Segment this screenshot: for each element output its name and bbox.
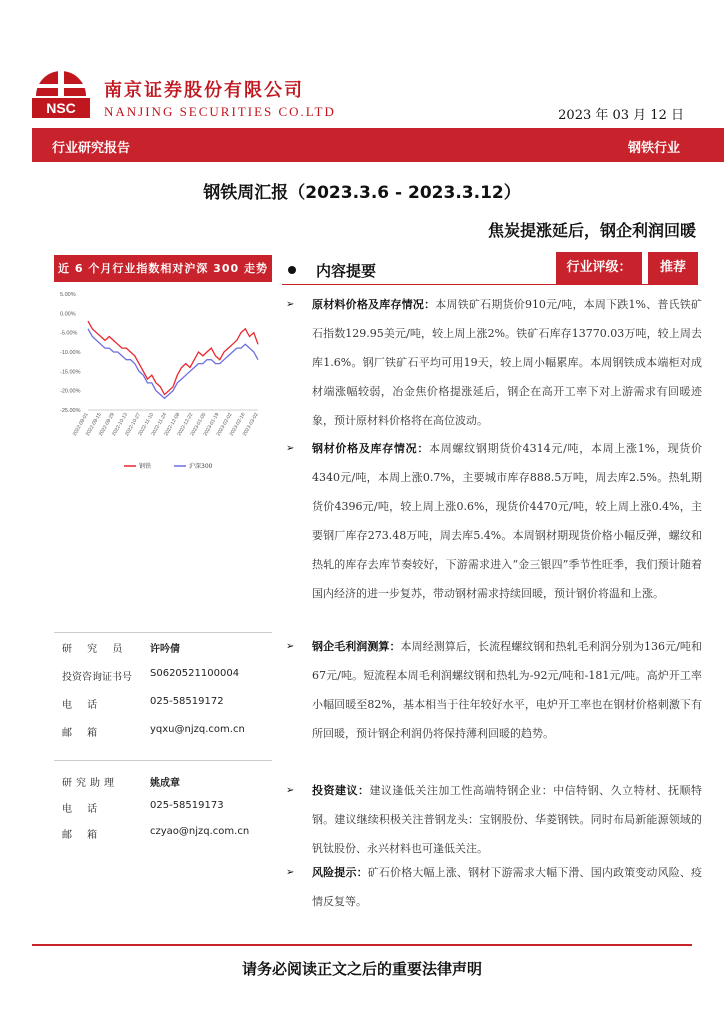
report-type: 行业研究报告: [52, 141, 131, 156]
divider: [54, 632, 272, 633]
summary-item-risk: [286, 858, 702, 916]
x-tick-label: 2023-01-19: [202, 412, 221, 438]
item-label: 钢企毛利润测算：: [312, 640, 401, 653]
divider: [282, 284, 698, 285]
x-tick-label: 2022-12-22: [176, 412, 195, 438]
phone-key: 电 话: [62, 700, 104, 711]
x-tick-label: 2022-11-10: [137, 412, 156, 437]
header-bar: [32, 128, 724, 162]
phone-key: 电 话: [62, 804, 104, 815]
x-tick-label: 2022-09-01: [71, 412, 90, 438]
assistant-key: 研究助理: [62, 778, 118, 789]
series-line-hs300: [88, 329, 258, 399]
report-date: 2023 年 03 月 12 日: [558, 108, 684, 123]
x-tick-label: 2022-12-08: [163, 412, 182, 438]
rating-value: 推荐: [648, 252, 698, 284]
assistant-name: 姚成章: [150, 778, 180, 789]
email-key: 邮 箱: [62, 830, 104, 841]
x-tick-label: 2023-01-05: [189, 412, 208, 438]
series-line-steel: [88, 321, 258, 394]
phone-value: 025-58519173: [150, 800, 224, 811]
x-tick-label: 2023-03-02: [241, 412, 260, 438]
summary-item-steel-price: [286, 434, 702, 608]
item-label: 投资建议：: [312, 784, 370, 797]
legend-label: 钢铁: [139, 463, 152, 470]
nsc-logo: [30, 62, 92, 122]
y-tick-label: 5.00%: [60, 292, 76, 298]
x-tick-label: 2022-10-27: [124, 412, 143, 438]
y-tick-label: -5.00%: [60, 330, 78, 337]
email-link[interactable]: czyao@njzq.com.cn: [150, 826, 250, 837]
item-text: 本周铁矿石期货价910元/吨，本周下跌1%、普氏铁矿石指数129.95美元/吨，较上周上涨2%。铁矿石库存13770.03万吨，较上周去库1.6%。钢厂铁矿石平均可用19天，较上周小幅累库。本周钢铁成本端柜对成材端涨幅较弱，冶金焦价格提涨延后，钢企在高开工率下对上游需求有回暖迹象，预计原材料价格将在高位波动。: [312, 298, 702, 427]
summary-item-profit: [286, 632, 702, 748]
industry-rating: [556, 252, 698, 284]
y-tick-label: -15.00%: [60, 369, 81, 376]
report-title: 钢铁周汇报（2023.3.6 - 2023.3.12）: [203, 183, 521, 203]
email-key: 邮 箱: [62, 728, 104, 739]
index-trend-chart: [54, 282, 272, 480]
logo-text: NSC: [46, 100, 76, 116]
legend-label: 沪深300: [189, 463, 213, 470]
y-tick-label: -20.00%: [60, 388, 81, 395]
y-tick-label: -10.00%: [60, 350, 81, 356]
analyst-name: 许吟倩: [150, 644, 180, 655]
footer-divider: [32, 944, 692, 946]
item-text: 本周螺纹钢期货价4314元/吨，本周上涨1%，现货价4340元/吨，本周上涨0.7%，主要城市库存888.5万吨，周去库2.5%。热轧期货价4396元/吨，较上周上涨0.6%，现货价4470元/吨，较上周上涨0.4%，主要钢厂库存273.48万吨，周去库5.4%。本周钢材期现货价格小幅反弹，螺纹和热轧的库存去库节奏较好，下游需求进入“金三银四”季节性旺季，我们预计随着国内经济的进一步复苏，带动钢材需求持续回暖，预计钢价将温和上涨。: [312, 442, 702, 600]
company-name-cn: 南京证券股份有限公司: [104, 80, 304, 101]
company-name-en: NANJING SECURITIES CO.LTD: [104, 104, 336, 119]
chart-heading: 近 6 个月行业指数相对沪深 300 走势: [54, 255, 272, 282]
rating-label: 行业评级：: [556, 252, 642, 284]
item-label: 风险提示：: [312, 866, 368, 879]
x-tick-label: 2022-09-29: [97, 412, 116, 438]
legal-notice: 请务必阅读正文之后的重要法律声明: [241, 960, 482, 978]
x-tick-label: 2022-10-13: [110, 412, 129, 438]
summary-item-raw-materials: [286, 290, 702, 435]
item-text: 建议逢低关注加工性高端特钢企业：中信特钢、久立特材、抚顺特钢。建议继续积极关注普钢龙头：宝钢股份、华菱钢铁。同时布局新能源领域的钒钛股份、永兴材料也可逢低关注。: [312, 784, 703, 855]
summary-heading: 内容提要: [316, 262, 377, 280]
x-tick-label: 2022-09-15: [84, 412, 103, 438]
y-tick-label: -25.00%: [60, 408, 81, 414]
item-text: 矿石价格大幅上涨、钢材下游需求大幅下滑、国内政策变动风险、疫情反复等。: [312, 866, 703, 908]
email-link[interactable]: yqxu@njzq.com.cn: [150, 724, 245, 735]
item-label: 原材料价格及库存情况：: [312, 298, 436, 311]
phone-value: 025-58519172: [150, 696, 224, 707]
item-label: 钢材价格及库存情况：: [312, 442, 430, 455]
industry-label: 钢铁行业: [627, 141, 680, 156]
x-tick-label: 2022-11-24: [150, 412, 169, 437]
y-tick-label: 0.00%: [60, 311, 76, 318]
report-subtitle: 焦炭提涨延后，钢企利润回暖: [487, 221, 696, 240]
divider: [54, 760, 272, 761]
cert-number: S0620521100004: [150, 668, 240, 679]
cert-key: 投资咨询证书号: [62, 672, 132, 683]
analyst-key: 研 究 员: [62, 644, 129, 655]
arrow-bullet-icon: ➢: [286, 867, 295, 878]
summary-item-investment: [286, 776, 702, 863]
x-tick-label: 2023-02-02: [215, 412, 234, 438]
arrow-bullet-icon: ➢: [286, 785, 295, 796]
arrow-bullet-icon: ➢: [286, 641, 295, 652]
item-text: 本周经测算后，长流程螺纹钢和热轧毛利润分别为136元/吨和67元/吨。短流程本周毛利润螺纹钢和热轧为-92元/吨和-181元/吨。高炉开工率小幅回暖至82%，基本相当于往年较好水平，电炉开工率也在钢材价格刺激下有所回暖，预计钢企利润仍将保持薄利回暖的趋势。: [312, 640, 703, 740]
arrow-bullet-icon: ➢: [286, 443, 295, 454]
arrow-bullet-icon: ➢: [286, 299, 295, 310]
x-tick-label: 2023-02-16: [228, 412, 247, 438]
